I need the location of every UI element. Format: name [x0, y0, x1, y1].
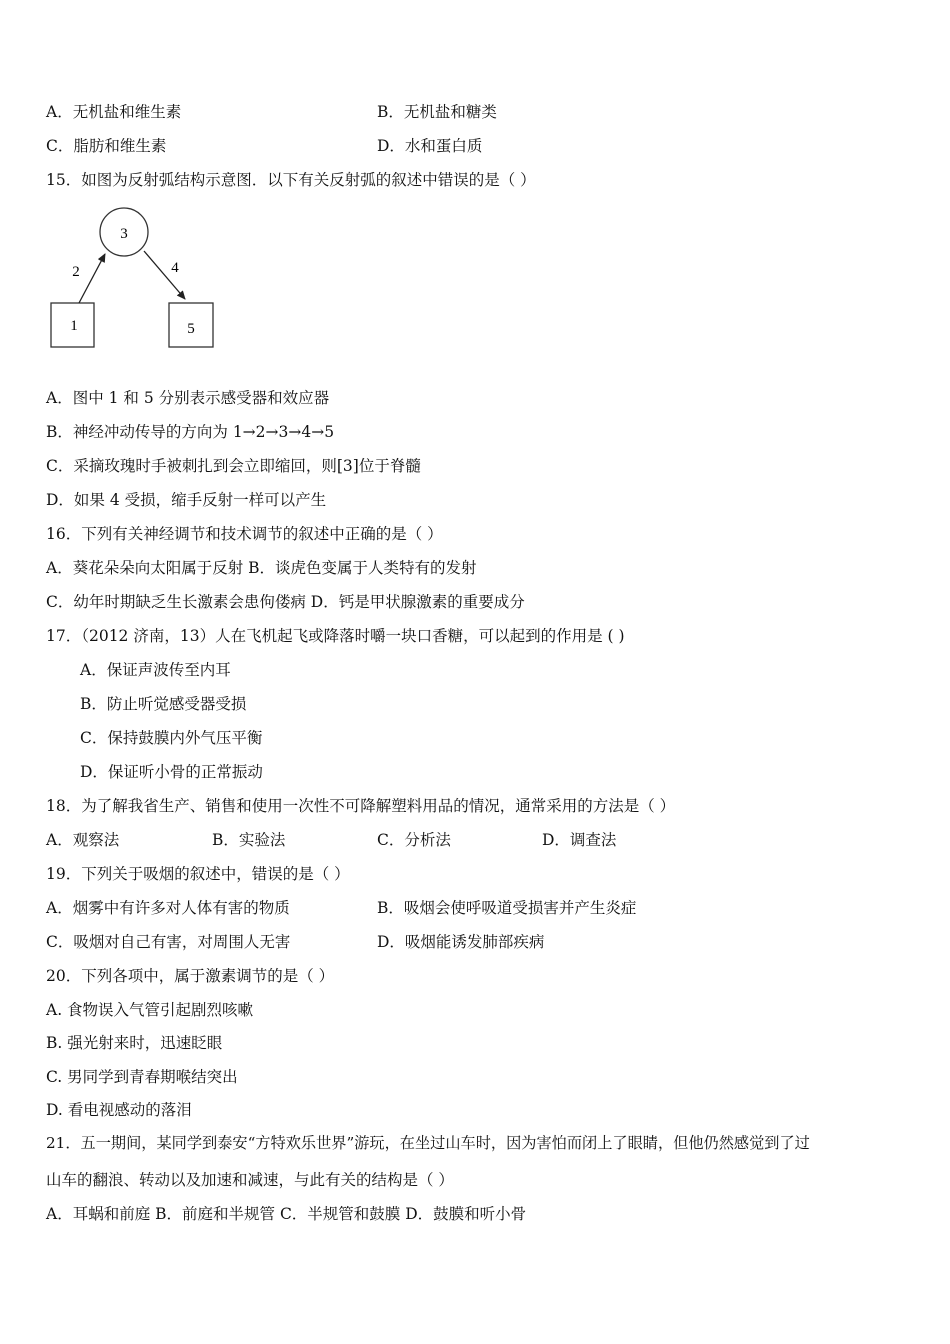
reflex-arc-diagram	[44, 200, 224, 360]
q19-stem: 19．下列关于吸烟的叙述中，错误的是（ ）	[46, 865, 350, 883]
q20-option-d: D. 看电视感动的落泪	[46, 1101, 192, 1119]
q20-option-c: C. 男同学到青春期喉结突出	[46, 1068, 238, 1086]
q20-stem: 20．下列各项中，属于激素调节的是（ ）	[46, 967, 335, 985]
q16-stem: 16．下列有关神经调节和技术调节的叙述中正确的是（ ）	[46, 525, 443, 543]
q14-option-b: B．无机盐和糖类	[377, 103, 497, 121]
q16-options-cd: C．幼年时期缺乏生长激素会患佝偻病 D．钙是甲状腺激素的重要成分	[46, 593, 525, 611]
q15-option-a: A．图中 1 和 5 分别表示感受器和效应器	[46, 389, 330, 407]
q18-option-a: A．观察法	[46, 831, 120, 849]
q15-option-c: C．采摘玫瑰时手被刺扎到会立即缩回，则[3]位于脊髓	[46, 457, 421, 475]
q19-option-c: C．吸烟对自己有害，对周围人无害	[46, 933, 291, 951]
efferent-arrow	[144, 251, 185, 299]
diagram-label-4: 4	[171, 260, 179, 276]
q20-option-a: A. 食物误入气管引起剧烈咳嗽	[46, 1001, 254, 1019]
afferent-arrow	[79, 254, 105, 303]
diagram-label-3: 3	[120, 226, 128, 242]
q16-options-ab: A．葵花朵朵向太阳属于反射 B．谈虎色变属于人类特有的发射	[46, 559, 477, 577]
diagram-label-2: 2	[72, 264, 80, 280]
q17-option-d: D．保证听小骨的正常振动	[80, 763, 263, 781]
q20-option-b: B. 强光射来时，迅速眨眼	[46, 1034, 223, 1052]
q15-option-b: B．神经冲动传导的方向为 1→2→3→4→5	[46, 423, 335, 441]
q14-option-a: A．无机盐和维生素	[46, 103, 182, 121]
q17-option-c: C．保持鼓膜内外气压平衡	[80, 729, 263, 747]
q15-option-d: D．如果 4 受损，缩手反射一样可以产生	[46, 491, 327, 509]
q18-option-c: C．分析法	[377, 831, 451, 849]
q17-stem: 17．（2012 济南，13）人在飞机起飞或降落时嚼一块口香糖，可以起到的作用是 ( )	[46, 627, 625, 645]
q17-option-b: B．防止听觉感受器受损	[80, 695, 247, 713]
q19-option-a: A．烟雾中有许多对人体有害的物质	[46, 899, 290, 917]
q15-stem: 15．如图为反射弧结构示意图．以下有关反射弧的叙述中错误的是（ ）	[46, 171, 536, 189]
q18-option-b: B．实验法	[212, 831, 286, 849]
q14-option-c: C．脂肪和维生素	[46, 137, 167, 155]
diagram-label-1: 1	[70, 318, 78, 334]
q21-stem-line1: 21．五一期间，某同学到泰安“方特欢乐世界”游玩，在坐过山车时，因为害怕而闭上了眼睛，但他仍然感觉到了过	[46, 1134, 810, 1152]
q21-options: A．耳蜗和前庭 B．前庭和半规管 C．半规管和鼓膜 D．鼓膜和听小骨	[46, 1205, 527, 1223]
q19-option-d: D．吸烟能诱发肺部疾病	[377, 933, 545, 951]
q17-option-a: A．保证声波传至内耳	[80, 661, 231, 679]
q18-stem: 18．为了解我省生产、销售和使用一次性不可降解塑料用品的情况，通常采用的方法是（ ）	[46, 797, 676, 815]
diagram-label-5: 5	[187, 321, 195, 337]
q18-option-d: D．调查法	[542, 831, 617, 849]
q21-stem-line2: 山车的翻浪、转动以及加速和减速，与此有关的结构是（ ）	[46, 1171, 454, 1189]
q19-option-b: B．吸烟会使呼吸道受损害并产生炎症	[377, 899, 637, 917]
q14-option-d: D．水和蛋白质	[377, 137, 483, 155]
